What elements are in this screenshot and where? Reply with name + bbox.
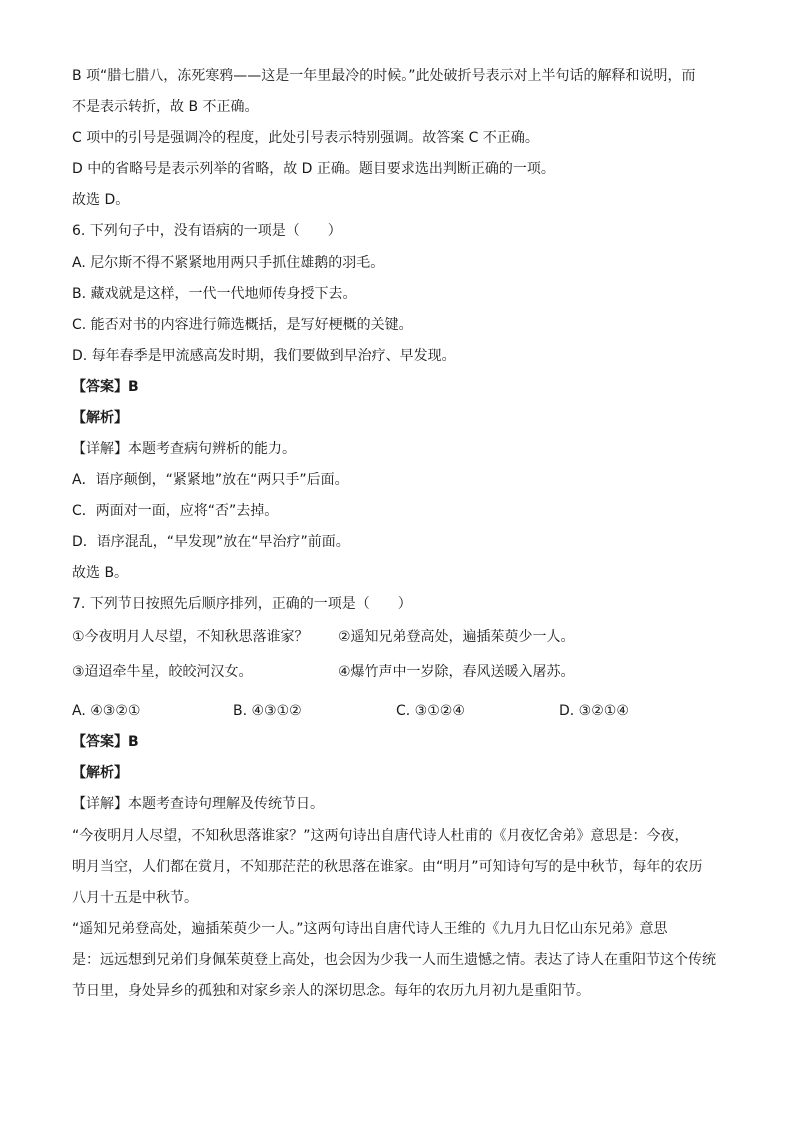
detail-line: 【详解】本题考查病句辨析的能力。	[72, 441, 296, 457]
option-c: C. 能否对书的内容进行筛选概括，是写好梗概的关键。	[72, 317, 413, 333]
text-line: A．语序颠倒，“紧紧地”放在“两只手”后面。	[72, 472, 349, 488]
option-b: B. 藏戏就是这样，一代一代地师传身授下去。	[72, 286, 357, 302]
question-7-stem: 7. 下列节日按照先后顺序排列，正确的一项是（ ）	[72, 596, 412, 612]
poem-3: ③迢迢牵牛星，皎皎河汉女。	[72, 664, 253, 680]
poem-2: ②遥知兄弟登高处，遍插茱萸少一人。	[338, 629, 575, 645]
detail-line: 【详解】本题考查诗句理解及传统节日。	[72, 796, 324, 812]
text-line: 是：远远想到兄弟们身佩茱萸登上高处，也会因为少我一人而生遗憾之情。表达了诗人在重阳节这个传统	[72, 952, 716, 968]
choice-d: D. ③②①④	[559, 703, 629, 719]
question-6-stem: 6. 下列句子中，没有语病的一项是（ ）	[72, 223, 342, 239]
text-line: D．语序混乱，“早发现”放在“早治疗”前面。	[72, 534, 350, 550]
option-a: A. 尼尔斯不得不紧紧地用两只手抓住雄鹅的羽毛。	[72, 255, 385, 271]
text-line: 明月当空，人们都在赏月，不知那茫茫的秋思落在谁家。由“明月”可知诗句写的是中秋节，每年的农历	[72, 859, 703, 875]
text-line: “今夜明月人尽望，不知秋思落谁家？”这两句诗出自唐代诗人杜甫的《月夜忆舍弟》意思是：今夜，	[72, 828, 689, 844]
choice-a: A. ④③②①	[72, 703, 141, 719]
text-line: B 项“腊七腊八，冻死寒鸦——这是一年里最冷的时候。”此处破折号表示对上半句话的解释和说明，而	[72, 68, 696, 84]
text-line: C 项中的引号是强调冷的程度，此处引号表示特别强调。故答案 C 不正确。	[72, 130, 539, 146]
analysis-label: 【解析】	[72, 410, 128, 426]
poem-4: ④爆竹声中一岁除，春风送暖入屠苏。	[338, 664, 575, 680]
option-d: D. 每年春季是甲流感高发时期，我们要做到早治疗、早发现。	[72, 348, 456, 364]
answer-label: 【答案】B	[72, 734, 139, 750]
poem-1: ①今夜明月人尽望，不知秋思落谁家？	[72, 629, 309, 645]
text-line: C．两面对一面，应将“否”去掉。	[72, 503, 279, 519]
text-line: D 中的省略号是表示列举的省略，故 D 正确。题目要求选出判断正确的一项。	[72, 161, 555, 177]
text-line: 八月十五是中秋节。	[72, 890, 198, 906]
choice-b: B. ④③①②	[233, 703, 302, 719]
text-line: 故选 B。	[72, 565, 129, 581]
analysis-label: 【解析】	[72, 765, 128, 781]
text-line: 故选 D。	[72, 192, 130, 208]
text-line: 节日里，身处异乡的孤独和对家乡亲人的深切思念。每年的农历九月初九是重阳节。	[72, 983, 590, 999]
answer-label: 【答案】B	[72, 379, 139, 395]
text-line: 不是表示转折，故 B 不正确。	[72, 99, 259, 115]
text-line: “遥知兄弟登高处，遍插茱萸少一人。”这两句诗出自唐代诗人王维的《九月九日忆山东兄弟》意思	[72, 921, 668, 937]
choice-c: C. ③①②④	[396, 703, 465, 719]
